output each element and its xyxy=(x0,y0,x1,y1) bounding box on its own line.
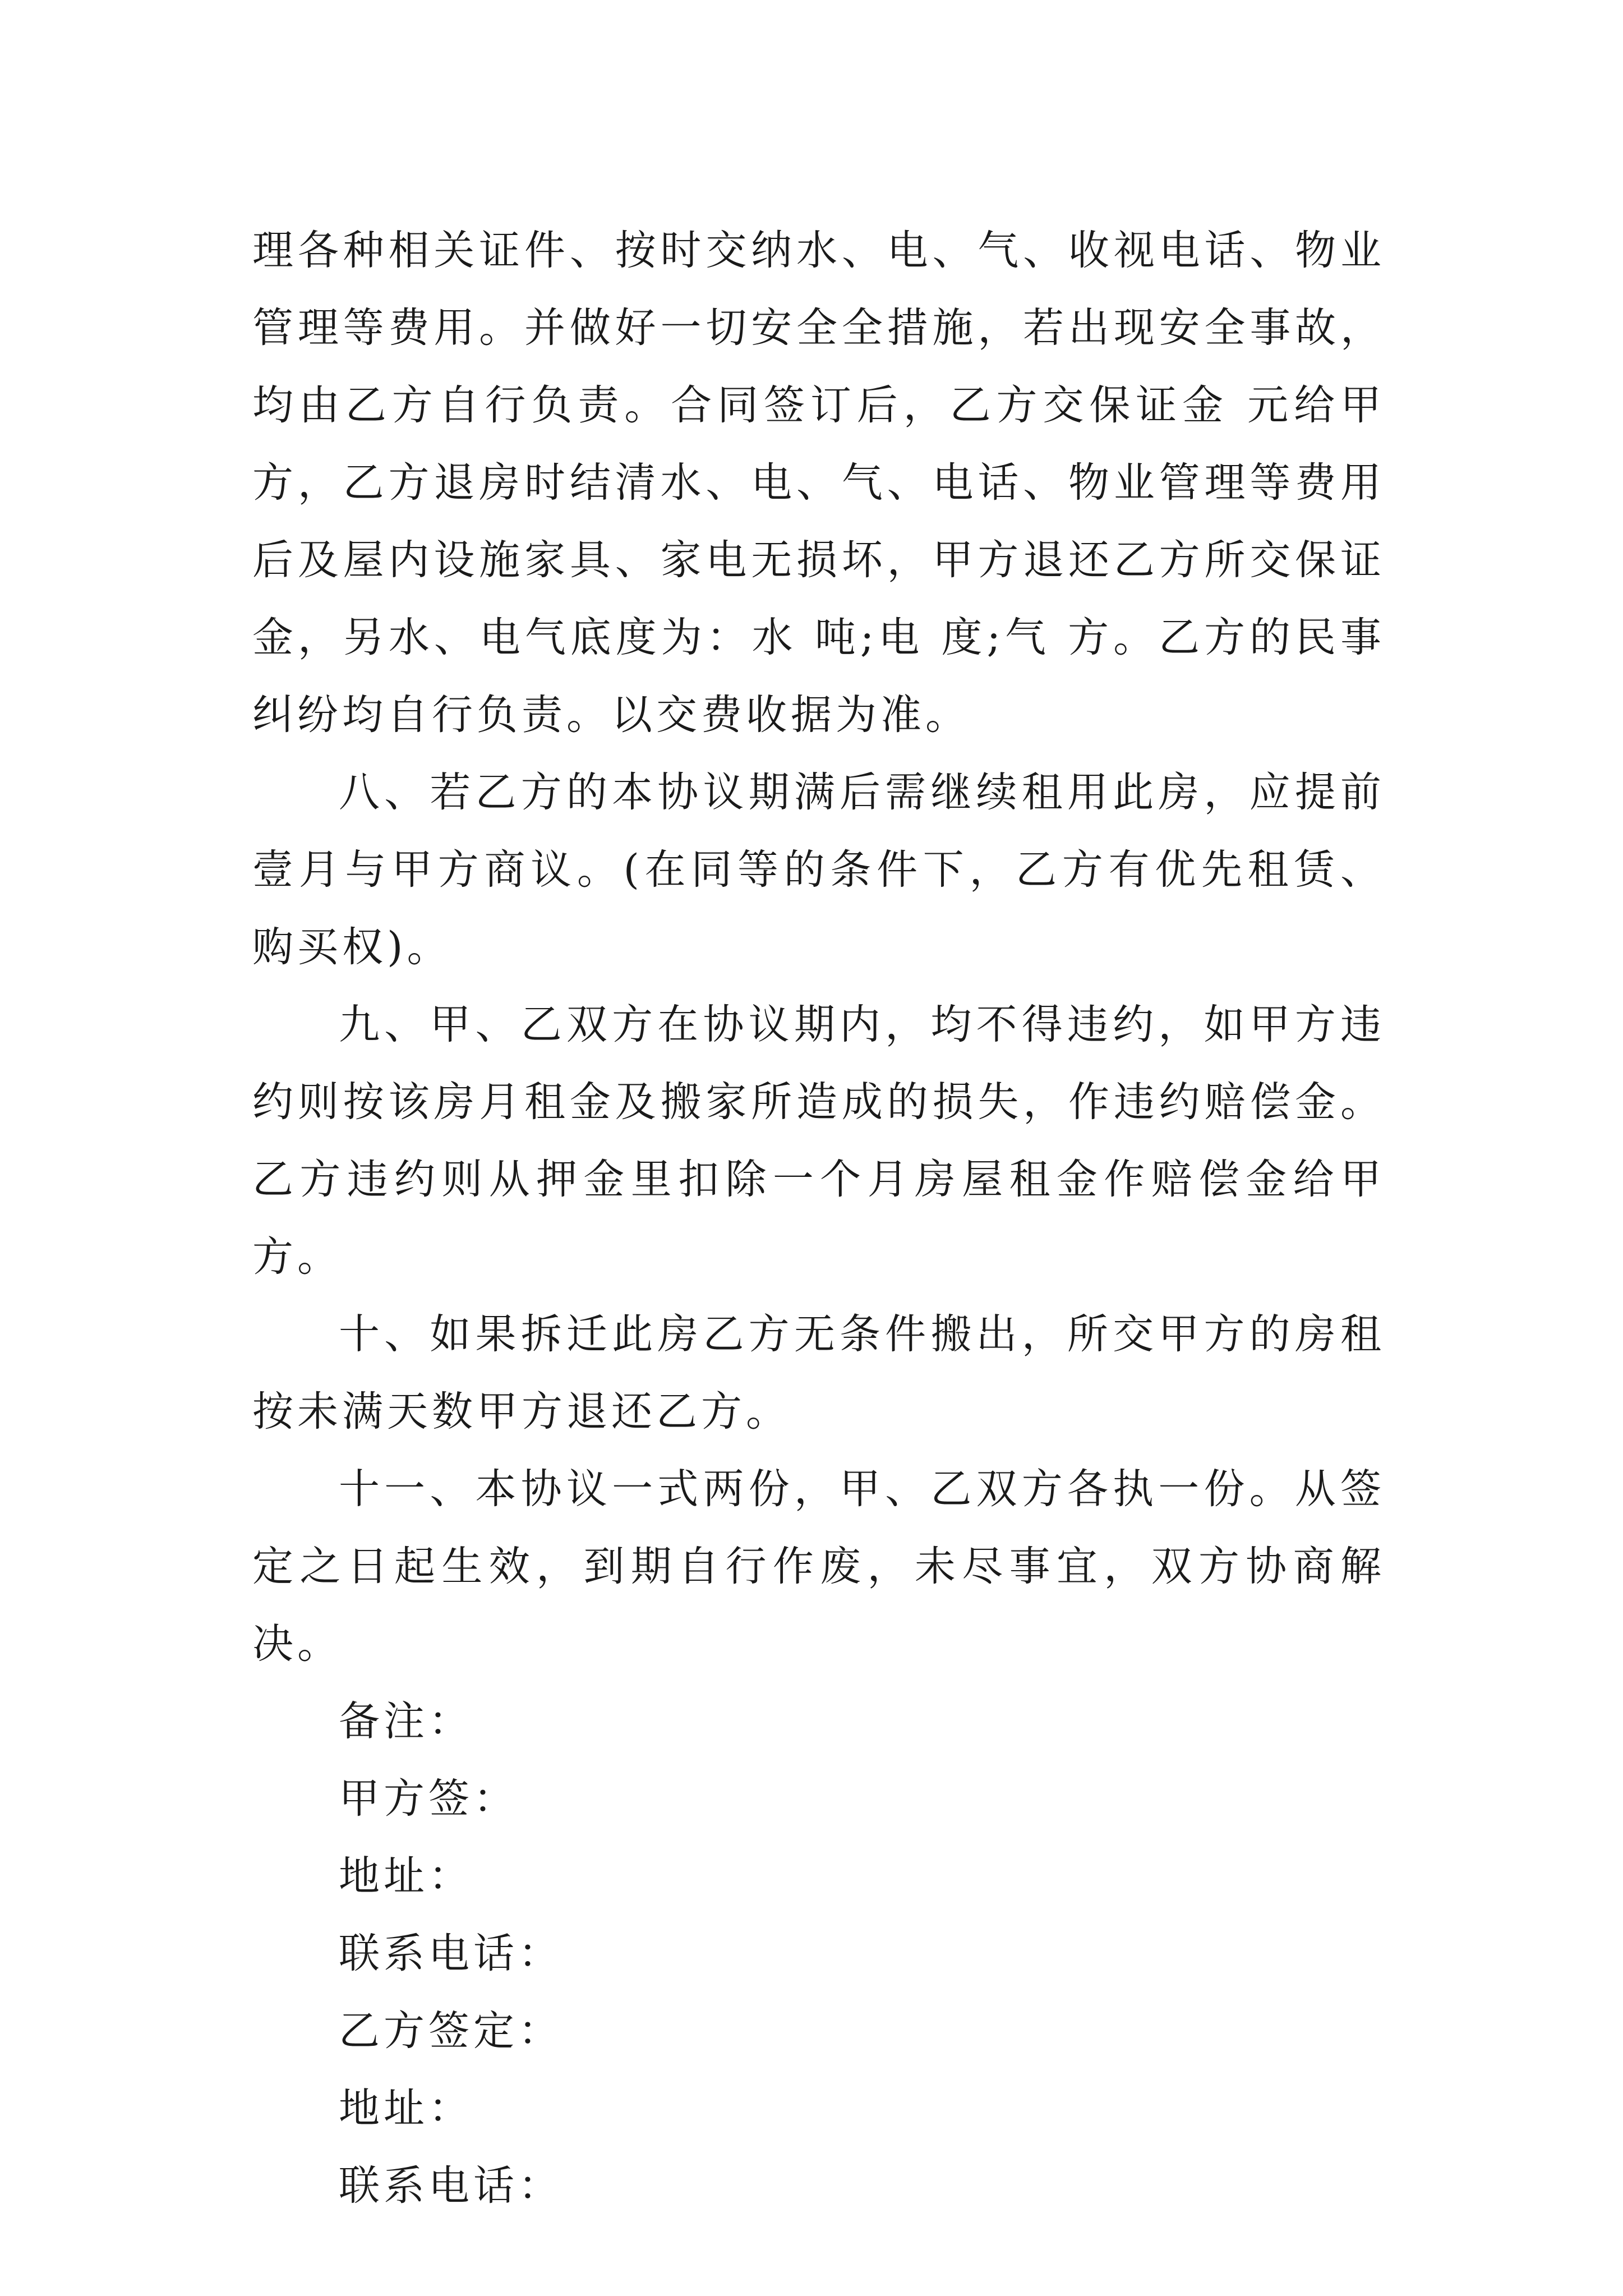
remarks-label: 备注： xyxy=(339,1697,473,1745)
paragraph-clause-9: 九、甲、乙双方在协议期内，均不得违约，如甲方违约则按该房月租金及搬家所造成的损失，作违约赔偿金。乙方违约则从押金里扣除一个月房屋租金作赔偿金给甲方。 xyxy=(252,1001,1385,1281)
party-a-address-label: 地址： xyxy=(339,1852,473,1900)
paragraph-clause-10: 十、如果拆迁此房乙方无条件搬出，所交甲方的房租按未满天数甲方退还乙方。 xyxy=(252,1310,1385,1435)
party-b-address-label: 地址： xyxy=(339,2085,473,2132)
party-b-signature-label: 乙方签定： xyxy=(339,2007,563,2055)
paragraph-clause-8: 八、若乙方的本协议期满后需继续租用此房，应提前壹月与甲方商议。(在同等的条件下，乙方有优先租赁、购买权)。 xyxy=(252,769,1385,971)
party-b-phone-label: 联系电话： xyxy=(339,2162,563,2210)
document-body xyxy=(252,212,1385,2225)
party-a-phone-label: 联系电话： xyxy=(339,1930,563,1977)
signature-block xyxy=(252,1683,1385,2225)
paragraph-clause-11: 十一、本协议一式两份，甲、乙双方各执一份。从签定之日起生效，到期自行作废，未尽事宜，双方协商解决。 xyxy=(252,1465,1385,1668)
party-a-signature-label: 甲方签： xyxy=(339,1775,518,1823)
paragraph-clause-7-continued: 理各种相关证件、按时交纳水、电、气、收视电话、物业管理等费用。并做好一切安全全措施，若出现安全事故，均由乙方自行负责。合同签订后，乙方交保证金 元给甲方，乙方退房时结清水、电、气、电话、物业管理等费用后及屋内设施家具、家电无损坏，甲方退还乙方所交保证金，另水、电气底度为：水 吨;电 度;气 方。乙方的民事纠纷均自行负责。以交费收据为准。 xyxy=(252,227,1385,739)
